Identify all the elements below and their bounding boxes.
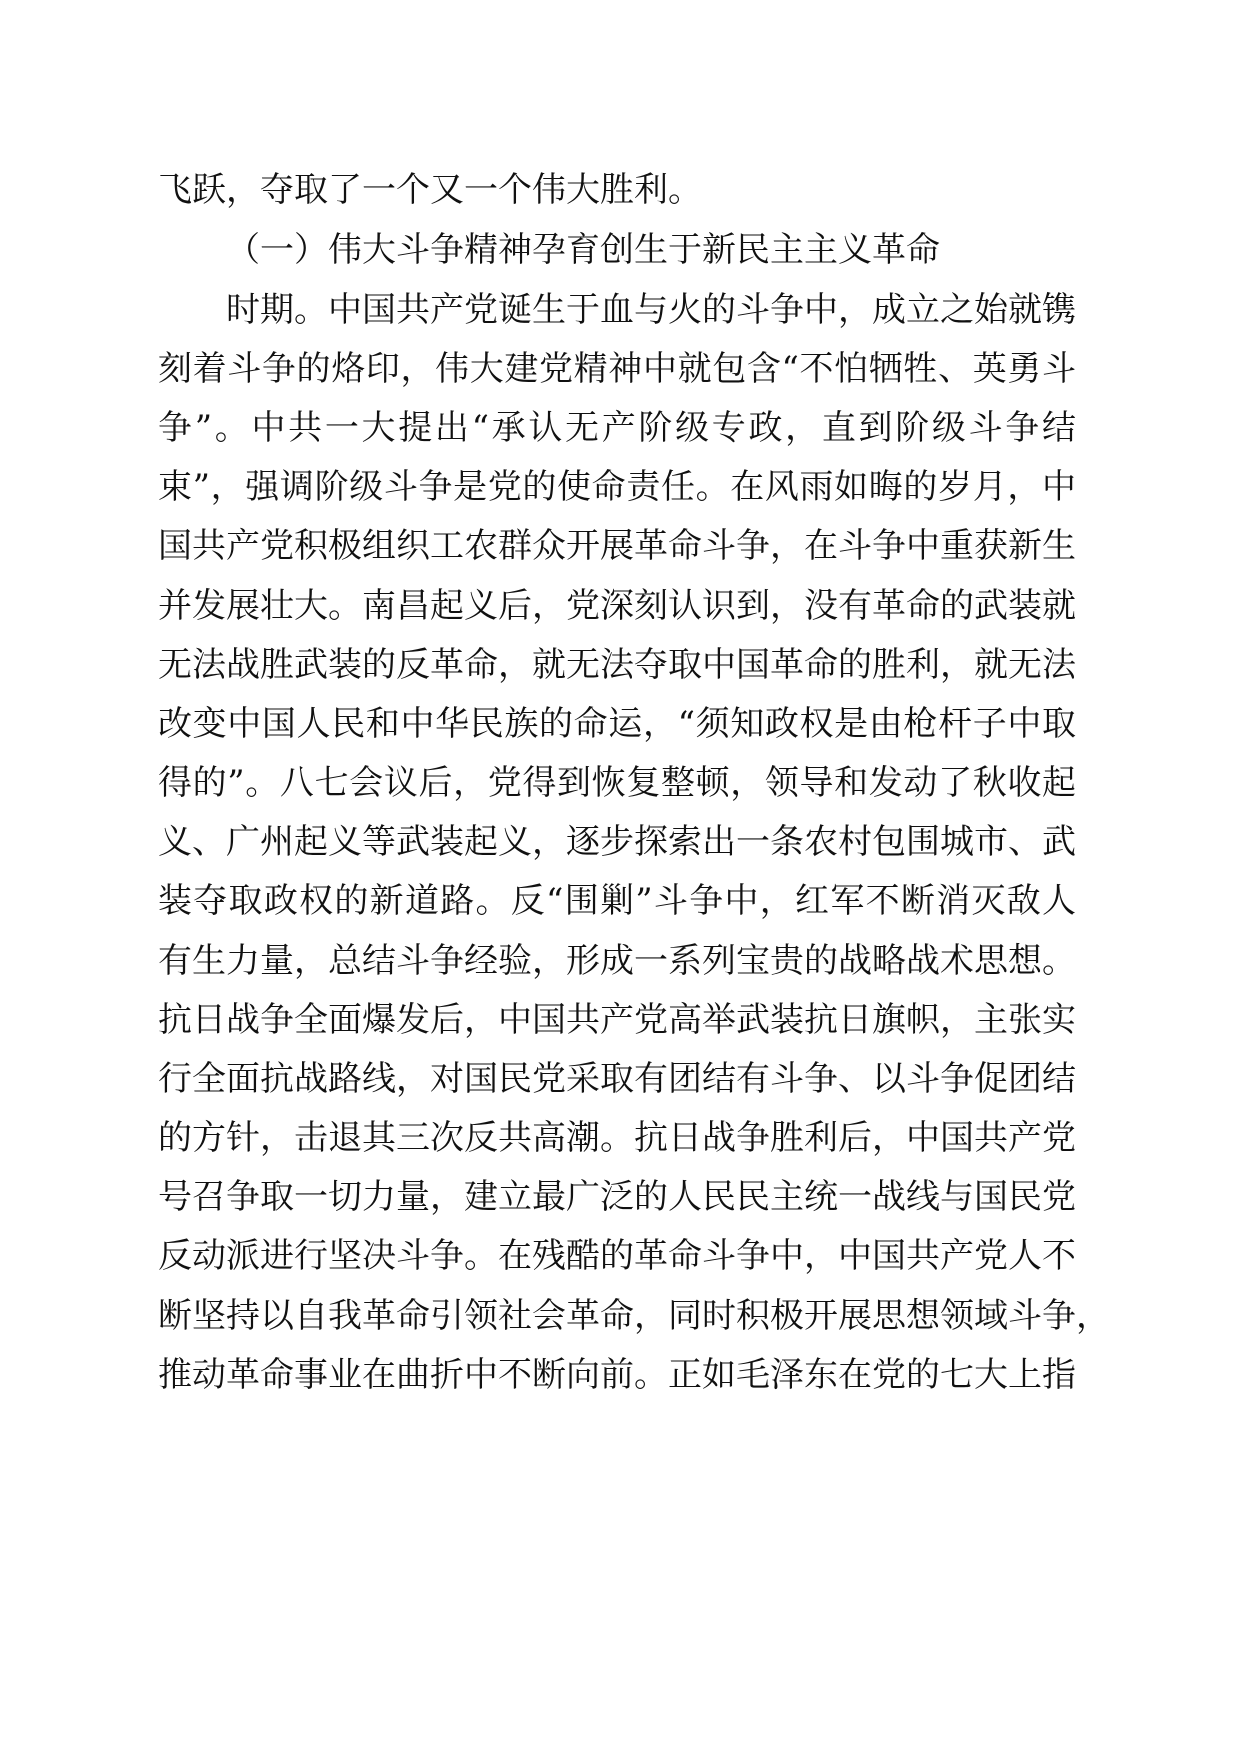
- text-line-18: 号召争取一切力量，建立最广泛的人民民主统一战线与国民党: [158, 1177, 1076, 1217]
- text-line-5: 争”。中共一大提出“承认无产阶级专政，直到阶级斗争结: [158, 408, 1076, 448]
- text-line-1: 飞跃，夺取了一个又一个伟大胜利。: [158, 170, 702, 210]
- text-line-8: 并发展壮大。南昌起义后，党深刻认识到，没有革命的武装就: [158, 586, 1076, 626]
- text-line-13: 装夺取政权的新道路。反“围剿”斗争中，红军不断消灭敌人: [158, 881, 1076, 921]
- text-line-21: 推动革命事业在曲折中不断向前。正如毛泽东在党的七大上指: [158, 1355, 1076, 1395]
- text-line-3: 时期。中国共产党诞生于血与火的斗争中，成立之始就镌: [226, 290, 1076, 330]
- text-line-15: 抗日战争全面爆发后，中国共产党高举武装抗日旗帜，主张实: [158, 1000, 1076, 1040]
- section-heading: （一）伟大斗争精神孕育创生于新民主主义革命: [226, 230, 940, 270]
- text-line-10: 改变中国人民和中华民族的命运，“须知政权是由枪杆子中取: [158, 704, 1076, 744]
- text-line-7: 国共产党积极组织工农群众开展革命斗争，在斗争中重获新生: [158, 526, 1076, 566]
- text-line-14: 有生力量，总结斗争经验，形成一系列宝贵的战略战术思想。: [158, 941, 1076, 981]
- text-line-19: 反动派进行坚决斗争。在残酷的革命斗争中，中国共产党人不: [158, 1236, 1076, 1276]
- text-line-6: 束”，强调阶级斗争是党的使命责任。在风雨如晦的岁月，中: [158, 467, 1076, 507]
- text-line-4: 刻着斗争的烙印，伟大建党精神中就包含“不怕牺牲、英勇斗: [158, 349, 1076, 389]
- text-line-12: 义、广州起义等武装起义，逐步探索出一条农村包围城市、武: [158, 822, 1076, 862]
- text-line-17: 的方针，击退其三次反共高潮。抗日战争胜利后，中国共产党: [158, 1118, 1076, 1158]
- text-line-20: 断坚持以自我革命引领社会革命，同时积极开展思想领域斗争，: [158, 1296, 1110, 1336]
- text-line-11: 得的”。八七会议后，党得到恢复整顿，领导和发动了秋收起: [158, 763, 1076, 803]
- text-line-16: 行全面抗战路线，对国民党采取有团结有斗争、以斗争促团结: [158, 1059, 1076, 1099]
- text-line-9: 无法战胜武装的反革命，就无法夺取中国革命的胜利，就无法: [158, 645, 1076, 685]
